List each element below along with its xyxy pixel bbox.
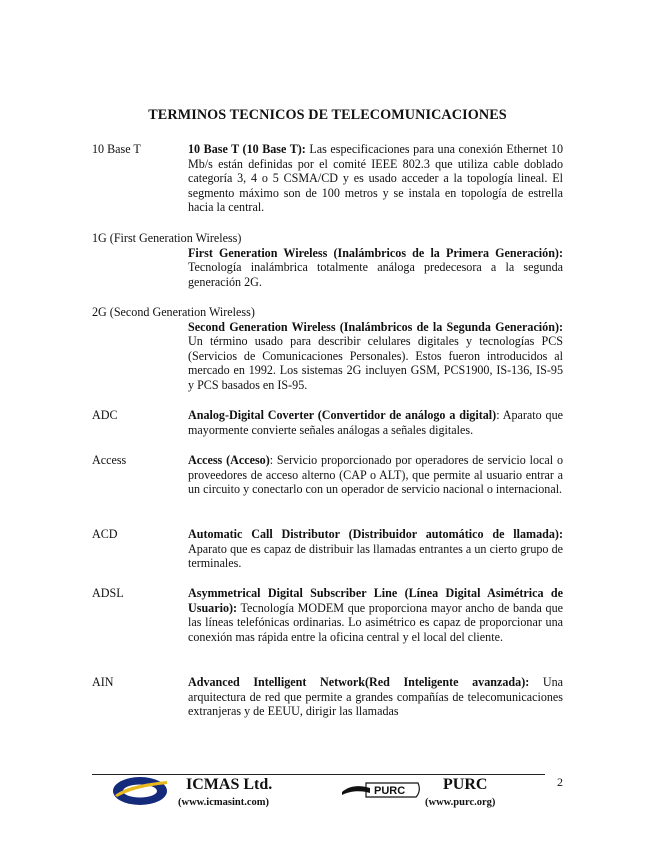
entry-heading: Automatic Call Distributor (Distribuidor automático de llamada): [188, 527, 563, 541]
entry-text: Tecnología inalámbrica totalmente análoga predecesora a la segunda generación 2G. [188, 260, 563, 289]
entry-term: 10 Base T [92, 142, 141, 156]
purc-url: (www.purc.org) [425, 797, 496, 808]
entry-heading: Asymmetrical Digital Subscriber Line (Línea Digital Asimétrica de Usuario): [188, 586, 563, 615]
entry-definition [188, 320, 563, 393]
icmas-url: (www.icmasint.com) [178, 797, 269, 808]
entry-text: Aparato que es capaz de distribuir las llamadas entrantes a un cierto grupo de terminales. [188, 541, 563, 571]
entry-definition [188, 453, 563, 497]
purc-name: PURC [443, 776, 488, 793]
entry-heading: Advanced Intelligent Network(Red Inteligente avanzada): [188, 675, 530, 689]
entry-term: AIN [92, 675, 114, 689]
entry-heading: Access (Acceso) [188, 453, 270, 467]
entry-text: Un término usado para describir celulares digitales y tecnologías PCS (Servicios de Comunicaciones Personales). Estos fueron introducidos al mercado en 1992. Los sistemas 2G incluyen GSM, PCS1900, IS-136, IS-95 y PCS basados en IS-95. [188, 334, 563, 392]
entry-heading: 10 Base T (10 Base T): [188, 142, 306, 156]
entry-term: ADC [92, 408, 118, 422]
entry-term: 2G (Second Generation Wireless) [92, 305, 255, 319]
entry-text: : Servicio proporcionado por operadores de servicio local o proveedores de acceso alterno (CAP o ALT), que permite al usuario entrar a un circuito y conectarlo con un operador de servicio nacional o internacional. [188, 453, 564, 497]
icmas-name: ICMAS Ltd. [186, 776, 273, 793]
entry-term: Access [92, 453, 127, 467]
entry-heading: Analog-Digital Coverter (Convertidor de análogo a digital) [188, 408, 497, 422]
icmas-logo-icon [111, 775, 169, 807]
entry-text: : Aparato que mayormente convierte señales análogas a señales digitales. [188, 408, 563, 437]
entry-term: 1G (First Generation Wireless) [92, 231, 242, 245]
entry-term: ADSL [92, 586, 124, 600]
page-number: 2 [557, 775, 563, 789]
entry-text: Tecnología MODEM que proporciona mayor ancho de banda que las líneas telefónicas ordinarias. Lo asimétrico es capaz de proporcionar una conexión mas rápida entre la oficina central y el local del cliente. [188, 600, 563, 644]
purc-logo-icon [340, 779, 422, 801]
entry-text: Una arquitectura de red que permite a grandes compañías de telecomunicaciones extranjeras y de EEUU, dirigir las llamadas [188, 675, 563, 719]
entry-definition [188, 408, 563, 437]
entry-text: Las especificaciones para una conexión Ethernet 10 Mb/s están definidas por el comité IEEE 802.3 que utiliza cable doblado categoría 3, 4 o 5 CSMA/CD y es usado acceder a la topología lineal. El segmento máximo son de 100 metros y se instala en topología de estrella hacia la central. [188, 142, 563, 215]
entry-definition [188, 246, 563, 290]
entry-definition [188, 675, 563, 719]
page-title: TERMINOS TECNICOS DE TELECOMUNICACIONES [148, 107, 507, 123]
entry-heading: First Generation Wireless (Inalámbricos de la Primera Generación): [188, 245, 563, 260]
entry-definition [188, 142, 563, 215]
entry-heading: Second Generation Wireless (Inalámbricos de la Segunda Generación): [188, 319, 563, 334]
purc-logo-text: PURC [374, 785, 406, 797]
entry-definition [188, 586, 563, 644]
entry-definition [188, 527, 563, 571]
entry-term: ACD [92, 527, 118, 541]
